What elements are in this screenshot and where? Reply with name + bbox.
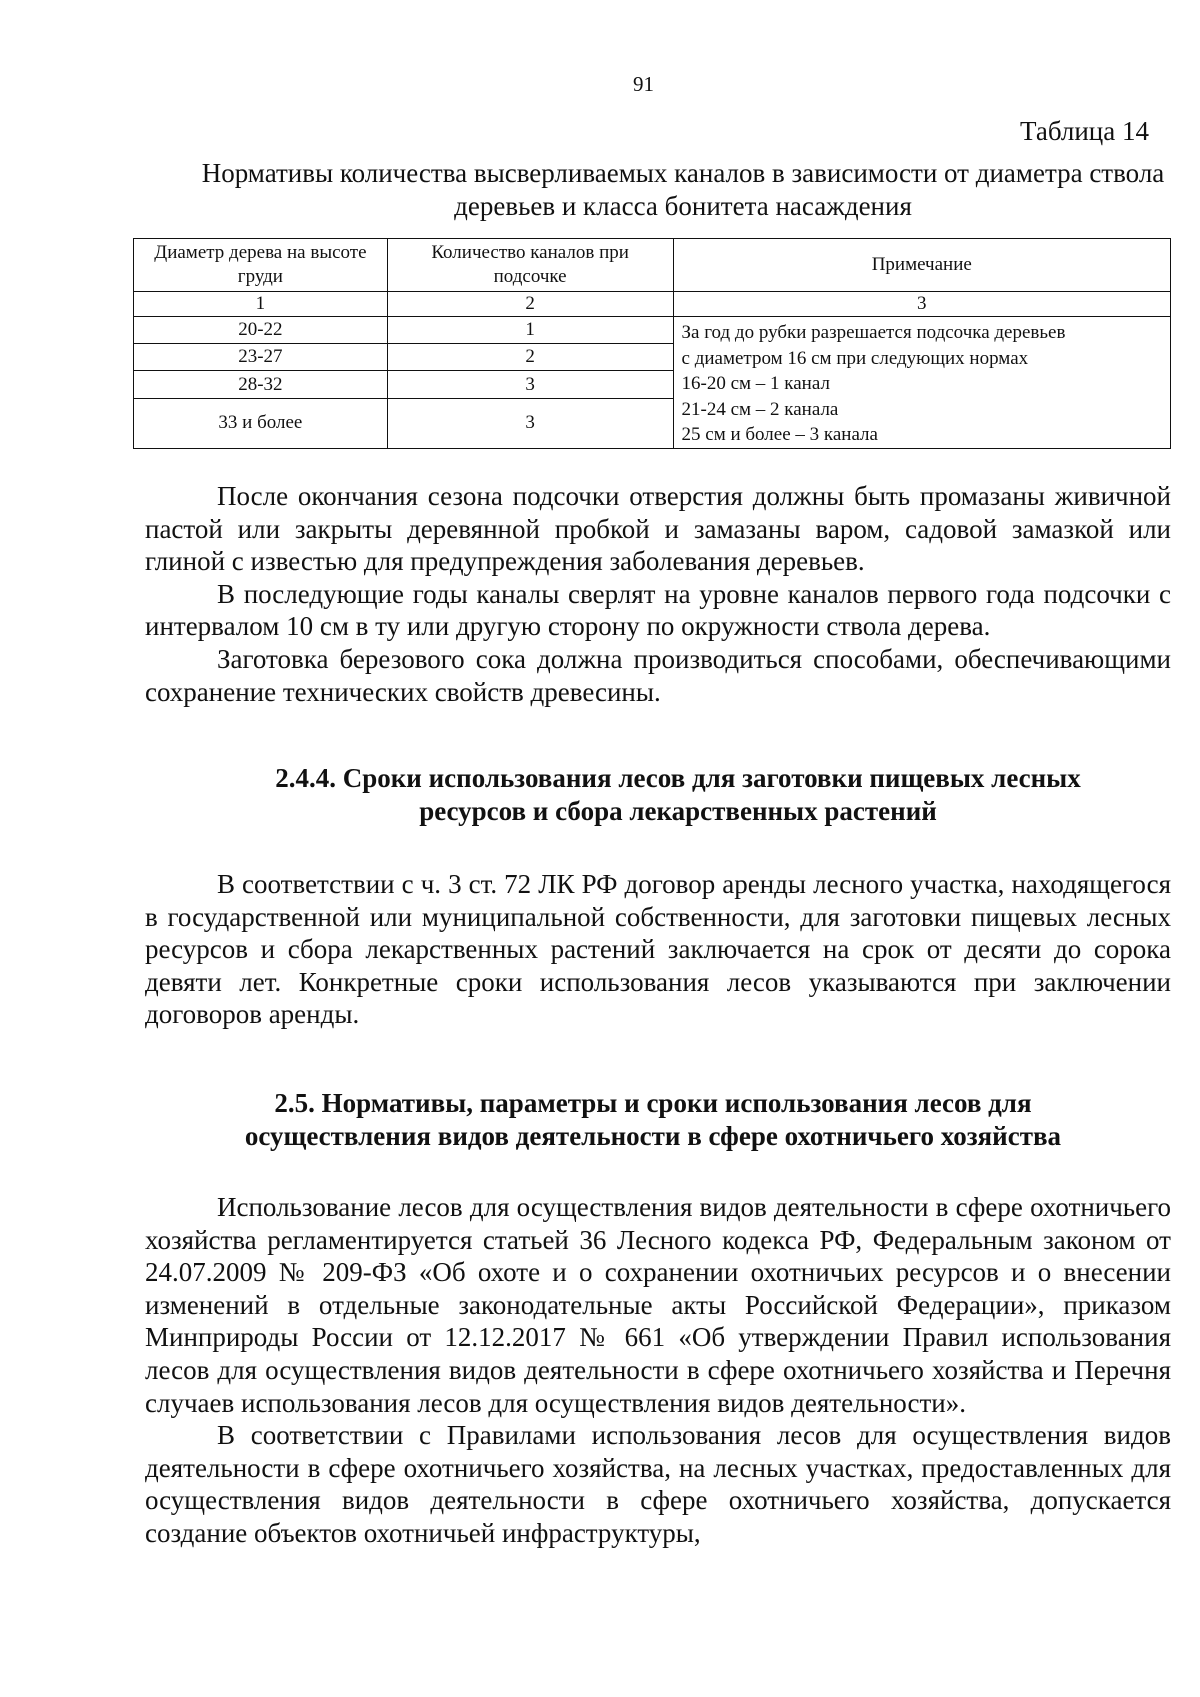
note-cell [673, 317, 1170, 449]
paragraph: В соответствии с ч. 3 ст. 72 ЛК РФ договор аренды лесного участка, находящегося в государственной или муниципальной собственности, для заготовки пищевых лесных ресурсов и сбора лекарственных растений заключается на срок от десяти до сорока девяти лет. Конкретные сроки использования лесов указываются при заключении договоров аренды. [145, 869, 1171, 1030]
note-line: 16-20 см – 1 канал [681, 373, 830, 395]
paragraph: Использование лесов для осуществления видов деятельности в сфере охотничьего хозяйства регламентируется статьей 36 Лесного кодекса РФ, Федеральным законом от 24.07.2009 № 209-ФЗ «Об охоте и о сохранении охотничьих ресурсов и о внесении изменений в отдельные законодательные акты Российской Федерации», приказом Минприроды России от 12.12.2017 № 661 «Об утверждении Правил использования лесов для осуществления видов деятельности в сфере охотничьего хозяйства и Перечня случаев использования лесов для осуществления видов деятельности». [145, 1192, 1171, 1418]
section-heading-2-4-4: 2.4.4. Сроки использования лесов для заготовки пищевых лесных ресурсов и сбора лекарственных растений [275, 763, 1081, 826]
channels-cell: 2 [387, 344, 673, 371]
paragraph: В последующие годы каналы сверлят на уровне каналов первого года подсочки с интервалом 10 см в ту или другую сторону по окружности ствола дерева. [145, 578, 1171, 642]
header-channels: Количество каналов при подсочке [387, 239, 673, 292]
note-line: За год до рубки разрешается подсочка деревьев [681, 322, 1066, 343]
note-line: с диаметром 16 см при следующих нормах [681, 347, 1029, 369]
paragraph: После окончания сезона подсочки отверстия должны быть промазаны живичной пастой или закрыты деревянной пробкой и замазаны варом, садовой замазкой или глиной с известью для предупреждения заболевания деревьев. [145, 481, 1171, 577]
channels-cell: 1 [387, 317, 673, 344]
col-number: 3 [673, 292, 1170, 317]
diameter-cell: 20-22 [134, 317, 388, 344]
diameter-cell: 23-27 [134, 344, 388, 371]
table-label: Таблица 14 [1020, 116, 1149, 146]
norms-table [133, 238, 1171, 449]
diameter-cell: 28-32 [134, 371, 388, 398]
channels-cell: 3 [387, 371, 673, 398]
col-number: 2 [387, 292, 673, 317]
body-text-block-2 [145, 868, 1171, 1031]
header-note: Примечание [673, 239, 1170, 292]
body-text-block-3 [145, 1191, 1171, 1550]
note-line: 25 см и более – 3 канала [681, 424, 878, 446]
paragraph: Заготовка березового сока должна производиться способами, обеспечивающими сохранение технических свойств древесины. [145, 643, 1171, 707]
note-line: 21-24 см – 2 канала [681, 398, 839, 420]
channels-cell: 3 [387, 398, 673, 448]
col-number: 1 [134, 292, 388, 317]
page-number: 91 [633, 72, 654, 96]
table-title: Нормативы количества высверливаемых каналов в зависимости от диаметра ствола деревьев и класса бонитета насаждения [201, 158, 1165, 221]
diameter-cell: 33 и более [134, 398, 388, 448]
table-row [134, 317, 1171, 344]
header-diameter: Диаметр дерева на высоте груди [134, 239, 388, 292]
body-text-block-1 [145, 480, 1171, 708]
paragraph: В соответствии с Правилами использования лесов для осуществления видов деятельности в сфере охотничьего хозяйства, на лесных участках, предоставленных для осуществления видов деятельности в сфере охотничьего хозяйства, допускается создание объектов охотничьей инфраструктуры, [145, 1420, 1171, 1548]
section-heading-2-5: 2.5. Нормативы, параметры и сроки использования лесов для осуществления видов деятельности в сфере охотничьего хозяйства [244, 1088, 1062, 1151]
